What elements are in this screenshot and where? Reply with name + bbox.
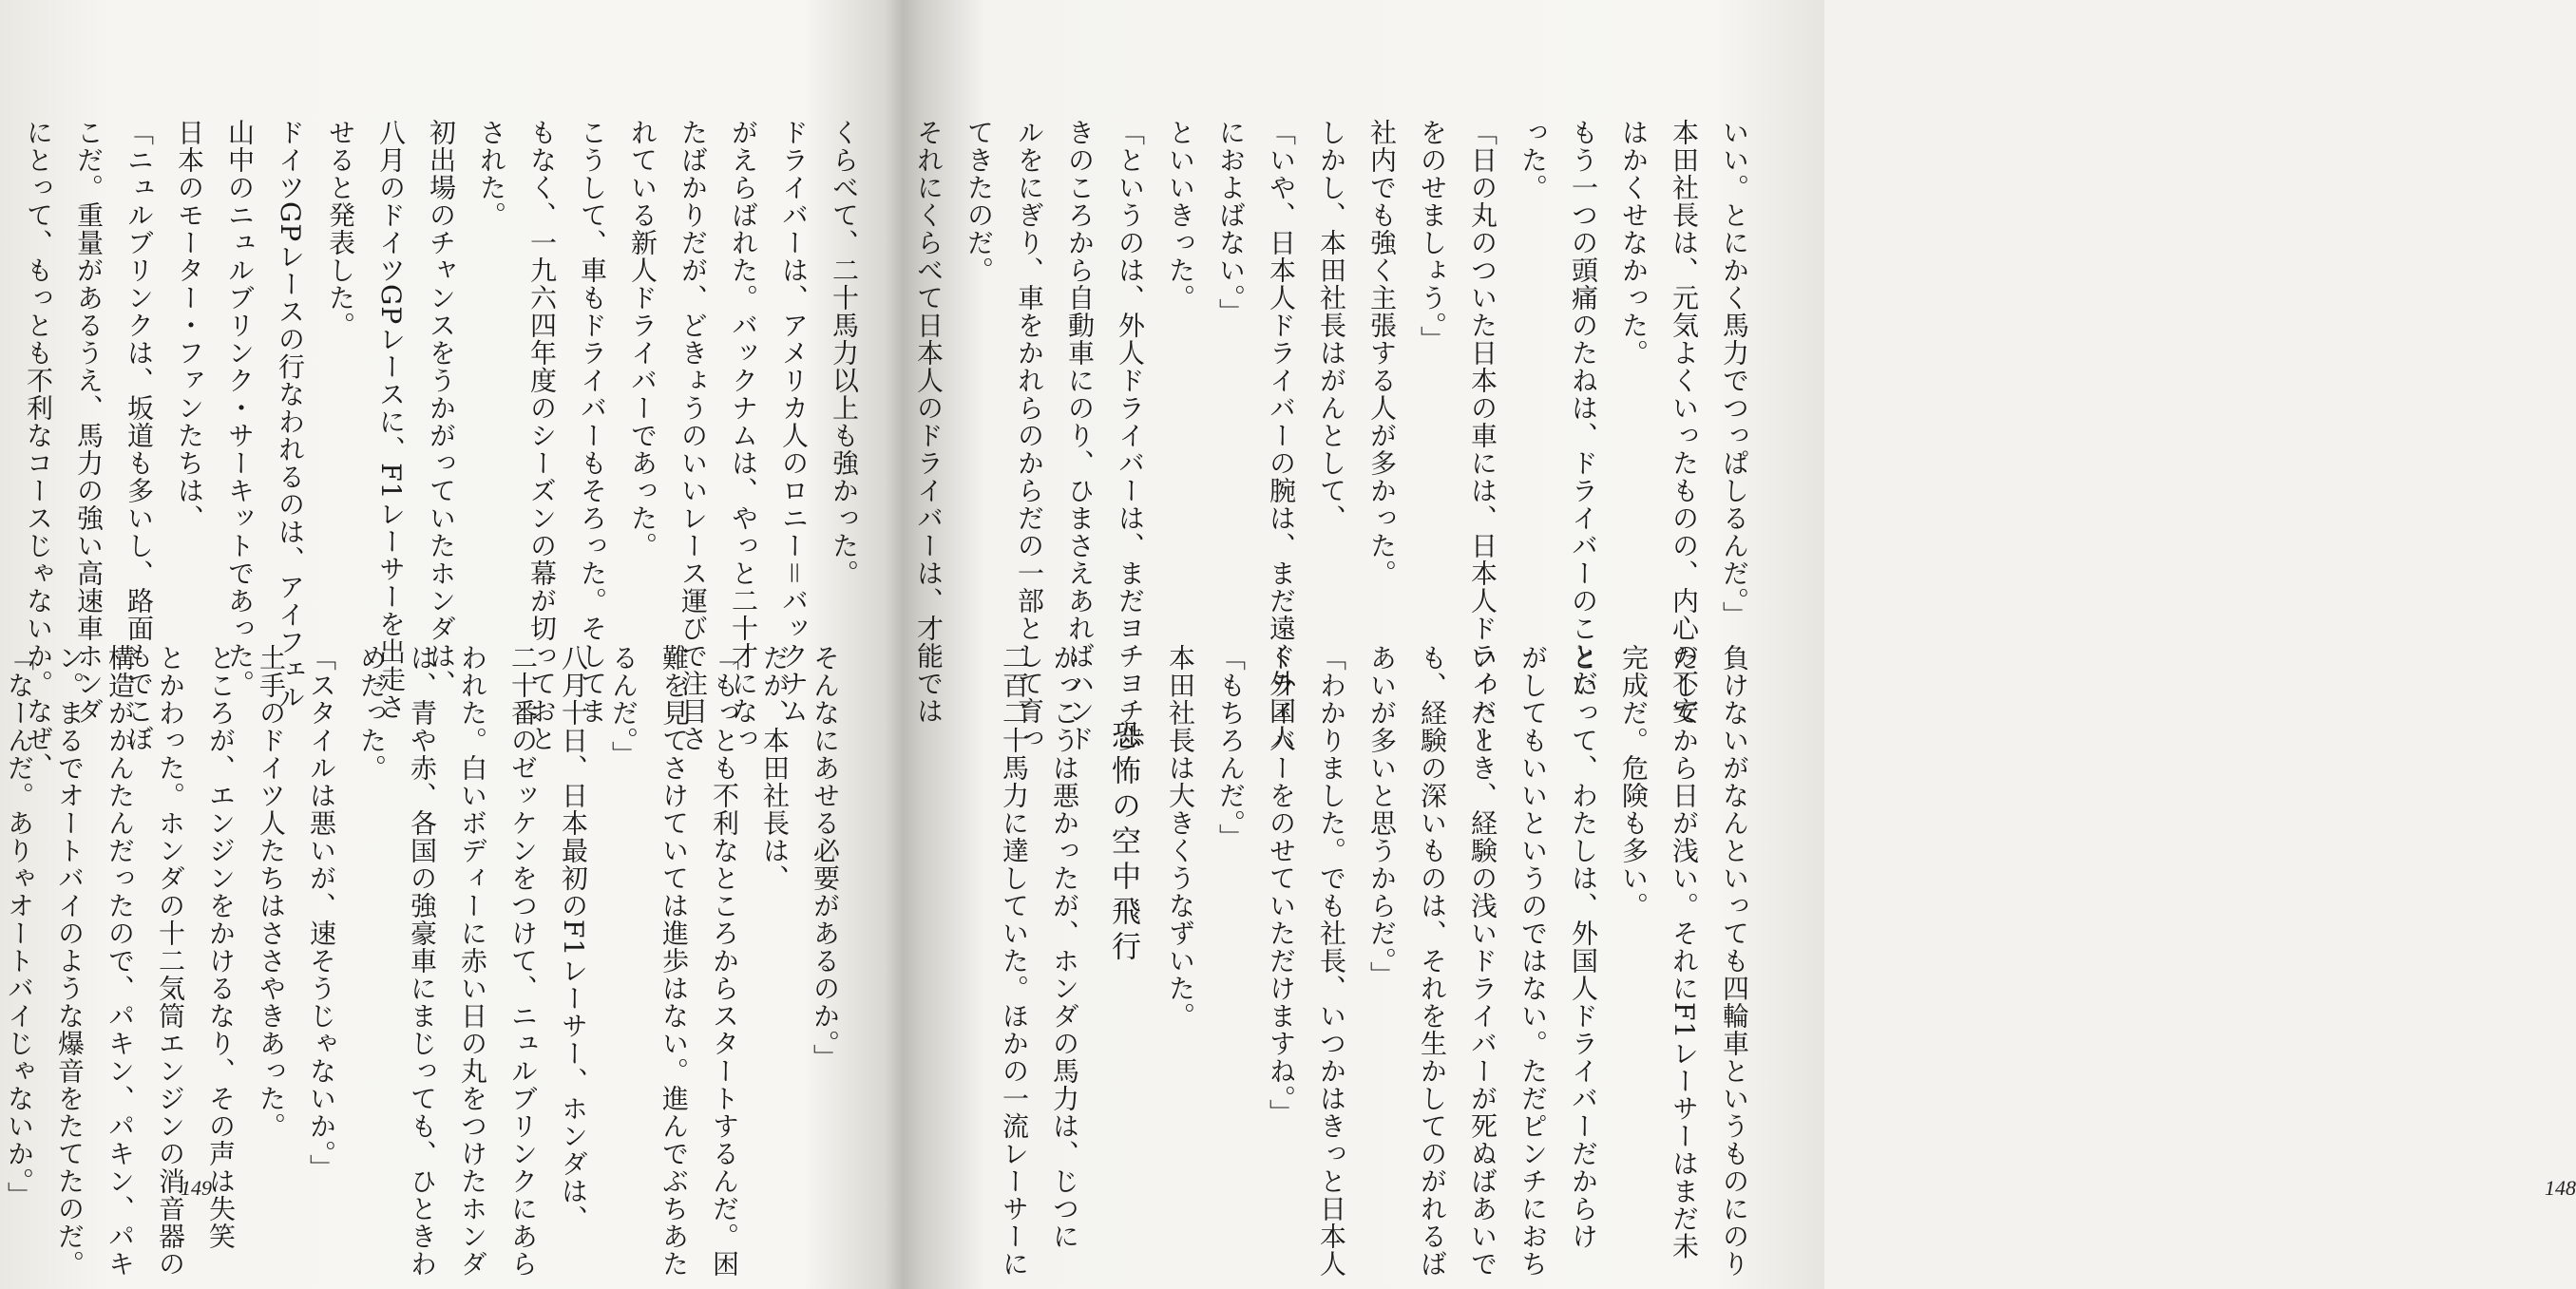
text-line: ドライバーは、アメリカ人のロニー＝バックナム	[778, 119, 810, 726]
text-line: 八月十日、日本最初のF1レーサー、ホンダは、	[558, 644, 589, 1233]
text-line: もう一つの頭痛のたねは、ドライバーのことだ	[1568, 119, 1599, 697]
text-line: きのころから自動車にのり、ひまさえあればハンド	[1064, 119, 1096, 752]
page-number-left: 149	[181, 1176, 212, 1200]
text-line: たばかりだが、どきょうのいいレース運びで注目さ	[677, 119, 709, 752]
text-line: 「日の丸のついた日本の車には、日本人ドライバー	[1467, 119, 1498, 752]
text-line: も、経験の深いものは、それを生かしてのがれるば	[1417, 644, 1448, 1278]
text-line: がえらばれた。バックナムは、やっと二十才になっ	[728, 119, 759, 752]
text-line: るんだ。」	[608, 644, 639, 768]
text-line: 八月のドイツGPレースに、F1レーサーを出走さ	[375, 119, 407, 721]
text-line: れている新人ドライバーであった。	[627, 119, 658, 559]
text-line: 山中のニュルブリンク・サーキットであった。	[224, 119, 256, 697]
text-line: 「というのは、外人ドライバーは、まだヨチヨチ歩	[1115, 119, 1146, 752]
text-line: された。	[476, 119, 507, 229]
text-line: めだった。	[356, 644, 388, 782]
text-line: った。	[1517, 119, 1549, 201]
text-line: といって、わたしは、外国人ドライバーだからけ	[1568, 644, 1599, 1250]
text-line: 「なーんだ。ありゃオートバイじゃないか。」	[4, 644, 35, 1209]
text-line: われた。白いボディーに赤い日の丸をつけたホンダ	[457, 644, 488, 1278]
text-line: 「ニュルブリンクは、坂道も多いし、路面もでこぼ	[124, 119, 155, 752]
text-line: 難を見てさけていては進歩はない。進んでぶちあた	[658, 644, 690, 1278]
text-line: ドイツGPレースの行なわれるのは、アイフェル	[275, 119, 306, 711]
text-line: 「スタイルは悪いが、速そうじゃないか。」	[306, 644, 337, 1182]
text-line: 完成だ。危険も多い。	[1618, 644, 1650, 919]
text-line: もなく、一九六四年度のシーズンの幕が切っておと	[526, 119, 558, 752]
text-line: ドライバーをのせていただけますね。」	[1266, 644, 1297, 1127]
right-page	[913, 0, 2576, 1289]
right-page-bottom-block	[999, 644, 1760, 1278]
text-line: ン。まるでオートバイのような爆音をたてたのだ。	[54, 644, 86, 1278]
text-line: 二百二十馬力に達していた。ほかの一流レーサーに	[999, 644, 1030, 1278]
text-line: におよばない。」	[1215, 119, 1247, 326]
page-number-right: 148	[2545, 1176, 2576, 1200]
section-heading: 恐怖の空中飛行	[1106, 720, 1140, 966]
text-line: はかくせなかった。	[1618, 119, 1650, 367]
text-line: とかわった。ホンダの十二気筒エンジンの消音器の	[155, 644, 186, 1278]
text-line: といいきった。	[1165, 119, 1196, 312]
text-line: てきたのだ。	[964, 119, 995, 284]
text-line: 「わかりました。でも社長、いつかはきっと日本人	[1316, 644, 1347, 1278]
text-line: いったとき、経験の浅いドライバーが死ぬばあいで	[1467, 644, 1498, 1278]
text-line: だしてから日が浅い。それにF1レーサーはまだ未	[1669, 644, 1700, 1261]
text-line: 負けないがなんといっても四輪車というものにのり	[1719, 644, 1750, 1278]
text-line: ところが、エンジンをかけるなり、その声は失笑	[205, 644, 237, 1250]
text-line: せると発表した。	[325, 119, 356, 339]
text-line: 土手のドイツ人たちはささやきあった。	[256, 644, 287, 1140]
text-line: いい。とにかく馬力でつっぱしるんだ。」	[1719, 119, 1750, 629]
text-line: にとって、もっとも不利なコースじゃないか。なぜ、	[23, 119, 54, 780]
text-line: 「いや、日本人ドライバーの腕は、まだ遠く外国人	[1266, 119, 1297, 752]
text-line: だが、本田社長は、	[759, 644, 791, 892]
text-line: がしてもいいというのではない。ただピンチにおち	[1517, 644, 1549, 1278]
text-line: こうして、車もドライバーもそろった。そしてま	[577, 119, 608, 725]
text-line: 二十番のゼッケンをつけて、ニュルブリンクにあら	[507, 644, 539, 1278]
left-page	[0, 0, 907, 1289]
text-line: くらべて、二十馬力以上も強かった。	[829, 119, 860, 587]
text-line: ルをにぎり、車をかれらのからだの一部として育っ	[1014, 119, 1045, 752]
text-line: こだ。重量があるうえ、馬力の強い高速車ホンダ	[73, 119, 105, 725]
text-line: 初出場のチャンスをうかがっていたホンダは、	[426, 119, 457, 697]
text-line: それにくらべて日本人のドライバーは、才能では	[913, 119, 945, 725]
text-line: そんなにあせる必要があるのか。」	[810, 644, 841, 1071]
text-line: 「もちろんだ。」	[1215, 644, 1247, 851]
text-line: 構造がかんたんだったので、パキン、パキン、パキ	[105, 644, 136, 1278]
text-line: をのせましょう。」	[1417, 119, 1448, 353]
text-line: 本田社長は大きくうなずいた。	[1165, 644, 1196, 1030]
text-line: 「もっとも不利なところからスタートするんだ。困	[709, 644, 740, 1278]
text-line: 日本のモーター・ファンたちは、	[174, 119, 205, 532]
text-line: かっこうは悪かったが、ホンダの馬力は、じつに	[1049, 644, 1080, 1250]
text-line: 本田社長は、元気よくいったものの、内心の不安	[1669, 119, 1700, 725]
text-line: しかし、本田社長はがんとして、	[1316, 119, 1347, 532]
text-line: は、青や赤、各国の強豪車にまじっても、ひときわ	[407, 644, 438, 1278]
text-line: あいが多いと思うからだ。」	[1366, 644, 1398, 989]
text-line: 社内でも強く主張する人が多かった。	[1366, 119, 1398, 587]
